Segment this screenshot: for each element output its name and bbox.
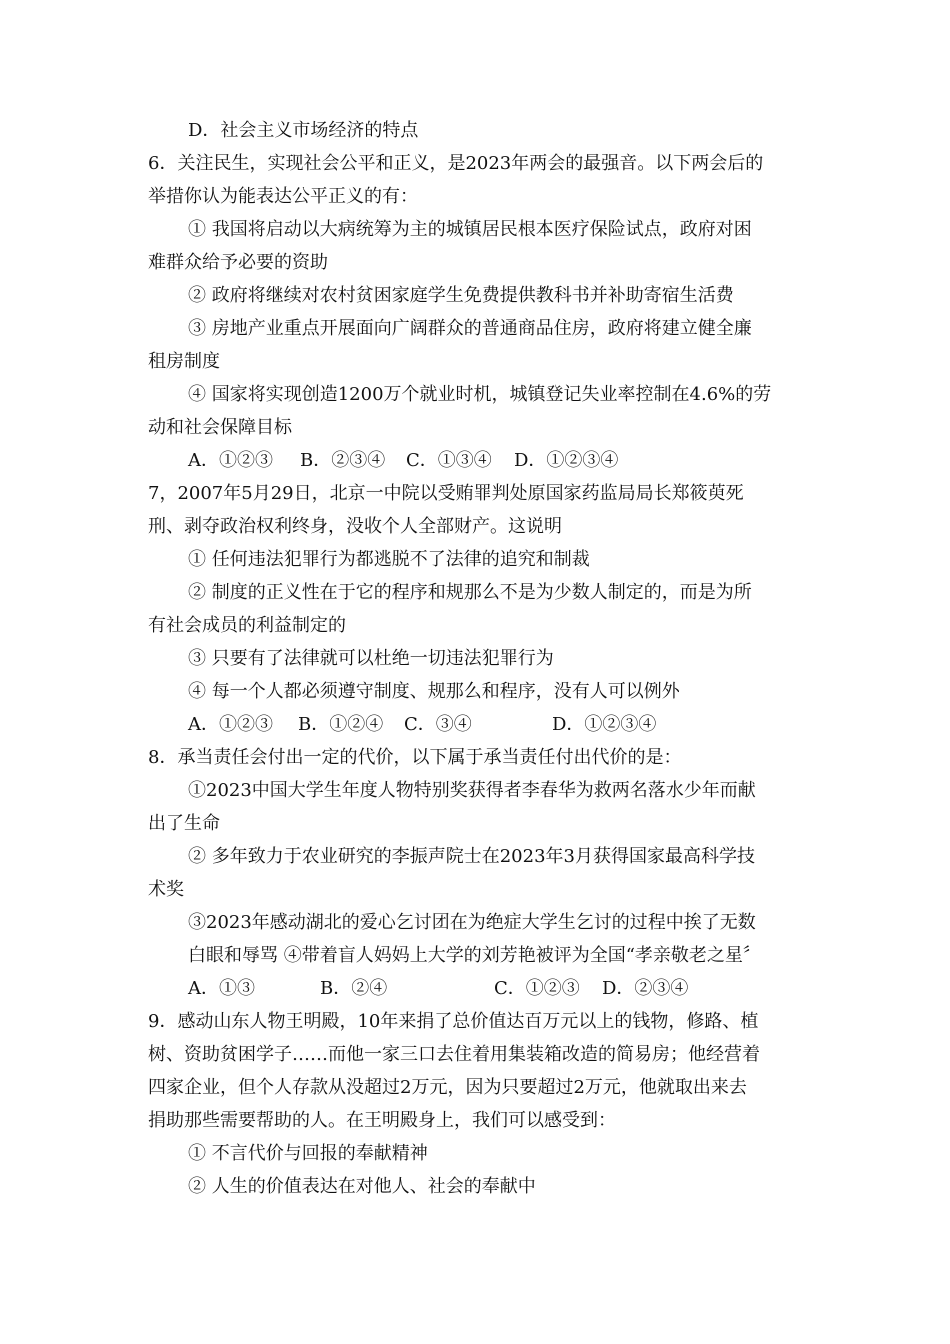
q8-statement-2: ② 多年致力于农业研究的李振声院士在2023年3月获得国家最高科学技 [188,846,755,867]
q7-option-a: A．①②③ [188,714,273,735]
q7-option-b: B．①②④ [298,714,384,735]
q6-statement-3-cont: 租房制度 [148,351,220,372]
q9-statement-1: ① 不言代价与回报的奉献精神 [188,1143,428,1164]
q6-stem-line-1: 6．关注民生，实现社会公平和正义，是2023年两会的最强音。以下两会后的 [148,153,764,174]
q8-stem: 8．承当责任会付出一定的代价，以下属于承当责任付出代价的是： [148,747,682,768]
q6-option-d: D．①②③④ [514,450,619,471]
q6-statement-3: ③ 房地产业重点开展面向广阔群众的普通商品住房，政府将建立健全廉 [188,318,752,339]
q6-statement-1-cont: 难群众给予必要的资助 [148,252,328,273]
q7-option-d: D．①②③④ [552,714,657,735]
q7-statement-3: ③ 只要有了法律就可以杜绝一切违法犯罪行为 [188,648,554,669]
q8-option-c: C．①②③ [494,978,580,999]
q9-stem-line-4: 捐助那些需要帮助的人。在王明殿身上，我们可以感受到： [148,1110,616,1131]
q9-stem-line-2: 树、资助贫困学子……而他一家三口去住着用集装箱改造的简易房；他经营着 [148,1044,760,1065]
q7-option-c: C．③④ [404,714,472,735]
q8-statement-1-cont: 出了生命 [148,813,220,834]
q7-statement-1: ① 任何违法犯罪行为都逃脱不了法律的追究和制裁 [188,549,590,570]
q6-option-c: C．①③④ [406,450,492,471]
q9-stem-line-3: 四家企业，但个人存款从没超过2万元，因为只要超过2万元，他就取出来去 [148,1077,747,1098]
q8-option-b: B．②④ [320,978,388,999]
q6-option-b: B．②③④ [300,450,386,471]
q7-statement-2-cont: 有社会成员的利益制定的 [148,615,346,636]
q8-options [188,977,688,1001]
q5-option-d: D．社会主义市场经济的特点 [188,120,419,141]
q6-stem-line-2: 举措你认为能表达公平正义的有： [148,186,418,207]
q8-statement-3-4: 白眼和辱骂 ④带着盲人妈妈上大学的刘芳艳被评为全国“孝亲敬老之星〞 [188,945,761,966]
q6-statement-2: ② 政府将继续对农村贫困家庭学生免费提供教科书并补助寄宿生活费 [188,285,734,306]
q7-statement-2: ② 制度的正义性在于它的程序和规那么不是为少数人制定的，而是为所 [188,582,752,603]
q9-stem-line-1: 9．感动山东人物王明殿，10年来捐了总价值达百万元以上的钱物，修路、植 [148,1011,759,1032]
q8-statement-2-cont: 术奖 [148,879,184,900]
q6-statement-1: ① 我国将启动以大病统筹为主的城镇居民根本医疗保险试点，政府对困 [188,219,752,240]
q7-stem-line-2: 刑、剥夺政治权利终身，没收个人全部财产。这说明 [148,516,562,537]
q8-statement-3: ③2023年感动湖北的爱心乞讨团在为绝症大学生乞讨的过程中挨了无数 [188,912,756,933]
q6-options [188,449,618,473]
q6-option-a: A．①②③ [188,450,273,471]
q8-option-d: D．②③④ [602,978,689,999]
q6-statement-4-cont: 动和社会保障目标 [148,417,292,438]
q9-statement-2: ② 人生的价值表达在对他人、社会的奉献中 [188,1176,536,1197]
q8-option-a: A．①③ [188,978,255,999]
q8-statement-1: ①2023中国大学生年度人物特别奖获得者李春华为救两名落水少年而献 [188,780,756,801]
q6-statement-4: ④ 国家将实现创造1200万个就业时机，城镇登记失业率控制在4.6%的劳 [188,384,772,405]
q7-stem-line-1: 7，2007年5月29日，北京一中院以受贿罪判处原国家药监局局长郑筱萸死 [148,483,744,504]
q7-options [188,713,656,737]
q7-statement-4: ④ 每一个人都必须遵守制度、规那么和程序，没有人可以例外 [188,681,680,702]
